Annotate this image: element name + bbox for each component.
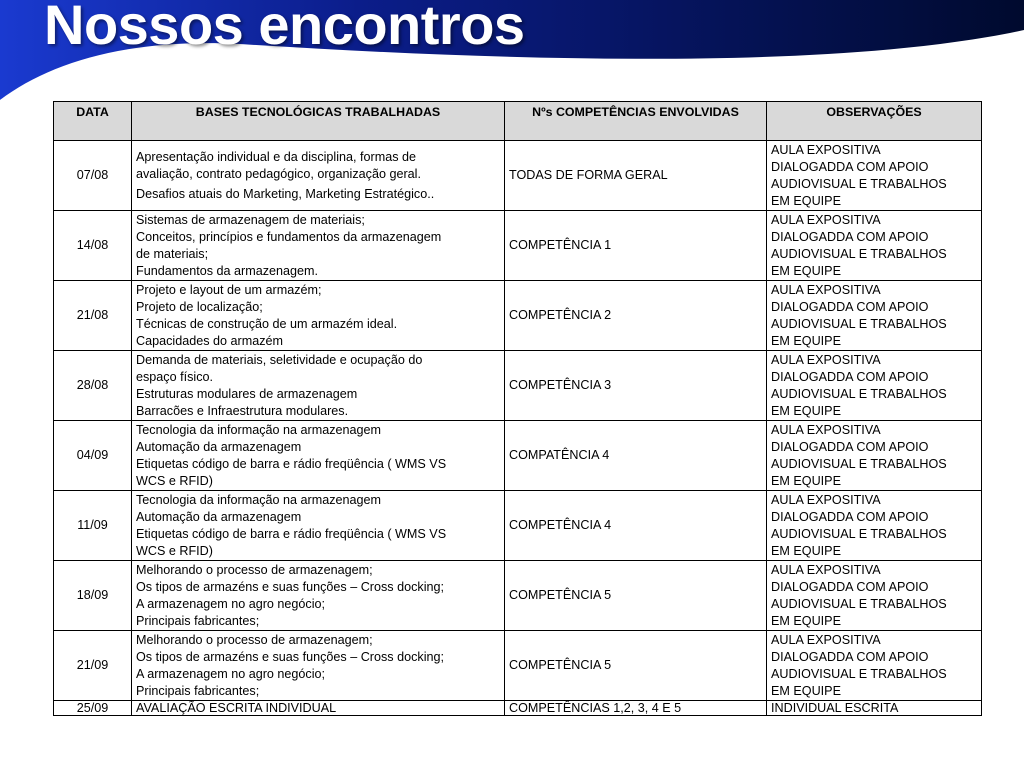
topic-line: Projeto e layout de um armazém; xyxy=(136,282,322,297)
observation-line: DIALOGADDA COM APOIO xyxy=(771,369,929,384)
topic-line: Sistemas de armazenagem de materiais; xyxy=(136,212,365,227)
date-cell: 11/09 xyxy=(54,491,132,561)
table-row xyxy=(54,351,982,421)
competence-cell: COMPETÊNCIA 3 xyxy=(505,351,767,421)
table-row xyxy=(54,281,982,351)
topic-line: Os tipos de armazéns e suas funções – Cross docking; xyxy=(136,579,444,594)
observation-line: DIALOGADDA COM APOIO xyxy=(771,299,929,314)
topics-cell xyxy=(132,211,505,281)
header-date: DATA xyxy=(54,102,132,141)
table-row xyxy=(54,421,982,491)
topic-line: WCS e RFID) xyxy=(136,543,213,558)
table-row xyxy=(54,491,982,561)
observation-line: AUDIOVISUAL E TRABALHOS xyxy=(771,526,947,541)
observation-line: AUDIOVISUAL E TRABALHOS xyxy=(771,316,947,331)
topic-line: Barracões e Infraestrutura modulares. xyxy=(136,403,349,418)
observation-line: EM EQUIPE xyxy=(771,473,841,488)
observation-line: EM EQUIPE xyxy=(771,333,841,348)
date-cell: 21/08 xyxy=(54,281,132,351)
topic-line: Tecnologia da informação na armazenagem xyxy=(136,492,382,507)
topic-line: Projeto de localização; xyxy=(136,299,263,314)
observation-line: AULA EXPOSITIVA xyxy=(771,562,881,577)
observation-cell xyxy=(767,281,982,351)
date-cell: 18/09 xyxy=(54,561,132,631)
table-row xyxy=(54,561,982,631)
date-cell: 14/08 xyxy=(54,211,132,281)
observation-line: EM EQUIPE xyxy=(771,683,841,698)
observation-line: EM EQUIPE xyxy=(771,613,841,628)
topic-line: WCS e RFID) xyxy=(136,473,213,488)
topic-line: Melhorando o processo de armazenagem; xyxy=(136,562,373,577)
observation-line: DIALOGADDA COM APOIO xyxy=(771,649,929,664)
observation-line: AULA EXPOSITIVA xyxy=(771,282,881,297)
schedule-table xyxy=(53,101,982,716)
topic-line: Desafios atuais do Marketing, Marketing Estratégico.. xyxy=(136,186,435,201)
observation-line: EM EQUIPE xyxy=(771,193,841,208)
page-title: Nossos encontros xyxy=(44,0,525,56)
competence-cell: TODAS DE FORMA GERAL xyxy=(505,141,767,211)
topic-line: Técnicas de construção de um armazém ideal. xyxy=(136,316,398,331)
table-row xyxy=(54,141,982,211)
topic-line: espaço físico. xyxy=(136,369,214,384)
observation-line: DIALOGADDA COM APOIO xyxy=(771,439,929,454)
observation-cell xyxy=(767,351,982,421)
observation-cell xyxy=(767,491,982,561)
date-cell: 25/09 xyxy=(54,701,132,716)
observation-line: AULA EXPOSITIVA xyxy=(771,422,881,437)
topic-line: A armazenagem no agro negócio; xyxy=(136,666,326,681)
topic-line: Estruturas modulares de armazenagem xyxy=(136,386,358,401)
observation-line: EM EQUIPE xyxy=(771,403,841,418)
date-cell: 28/08 xyxy=(54,351,132,421)
date-cell: 21/09 xyxy=(54,631,132,701)
date-cell: 07/08 xyxy=(54,141,132,211)
observation-line: AULA EXPOSITIVA xyxy=(771,212,881,227)
topics-cell xyxy=(132,491,505,561)
table-row xyxy=(54,631,982,701)
observation-line: AUDIOVISUAL E TRABALHOS xyxy=(771,596,947,611)
observation-cell xyxy=(767,561,982,631)
competence-cell: COMPETÊNCIA 4 xyxy=(505,491,767,561)
topic-line: Conceitos, princípios e fundamentos da armazenagem xyxy=(136,229,442,244)
observation-line: AULA EXPOSITIVA xyxy=(771,492,881,507)
table-header-row xyxy=(54,102,982,141)
competence-cell: COMPETÊNCIAS 1,2, 3, 4 E 5 xyxy=(505,701,767,716)
topic-line: Melhorando o processo de armazenagem; xyxy=(136,632,373,647)
topic-line: avaliação, contrato pedagógico, organização geral. xyxy=(136,166,421,181)
topic-line: Apresentação individual e da disciplina, formas de xyxy=(136,149,417,164)
table-row xyxy=(54,211,982,281)
topic-line: Etiquetas código de barra e rádio freqüência ( WMS VS xyxy=(136,456,447,471)
topic-line: Os tipos de armazéns e suas funções – Cross docking; xyxy=(136,649,444,664)
observation-line: EM EQUIPE xyxy=(771,543,841,558)
observation-line: AULA EXPOSITIVA xyxy=(771,352,881,367)
observation-line: AULA EXPOSITIVA xyxy=(771,142,881,157)
observation-cell xyxy=(767,211,982,281)
topic-line: Principais fabricantes; xyxy=(136,613,260,628)
topic-line: Automação da armazenagem xyxy=(136,509,302,524)
topic-line: Automação da armazenagem xyxy=(136,439,302,454)
observation-line: AUDIOVISUAL E TRABALHOS xyxy=(771,456,947,471)
topics-cell xyxy=(132,631,505,701)
competence-cell: COMPETÊNCIA 5 xyxy=(505,561,767,631)
competence-cell: COMPETÊNCIA 1 xyxy=(505,211,767,281)
topics-cell: AVALIAÇÃO ESCRITA INDIVIDUAL xyxy=(132,701,505,716)
date-cell: 04/09 xyxy=(54,421,132,491)
topic-line: Tecnologia da informação na armazenagem xyxy=(136,422,382,437)
competence-cell: COMPATÊNCIA 4 xyxy=(505,421,767,491)
competence-cell: COMPETÊNCIA 2 xyxy=(505,281,767,351)
observation-line: DIALOGADDA COM APOIO xyxy=(771,159,929,174)
topics-cell xyxy=(132,141,505,211)
observation-cell xyxy=(767,421,982,491)
observation-line: DIALOGADDA COM APOIO xyxy=(771,509,929,524)
topics-cell xyxy=(132,351,505,421)
topic-line: A armazenagem no agro negócio; xyxy=(136,596,326,611)
observation-line: AUDIOVISUAL E TRABALHOS xyxy=(771,386,947,401)
topic-line: Fundamentos da armazenagem. xyxy=(136,263,319,278)
topic-line: de materiais; xyxy=(136,246,209,261)
topics-cell xyxy=(132,421,505,491)
competence-cell: COMPETÊNCIA 5 xyxy=(505,631,767,701)
header-competencies: Nºs COMPETÊNCIAS ENVOLVIDAS xyxy=(505,102,767,141)
observation-line: AULA EXPOSITIVA xyxy=(771,632,881,647)
observation-line: AUDIOVISUAL E TRABALHOS xyxy=(771,666,947,681)
header-observations: OBSERVAÇÕES xyxy=(767,102,982,141)
observation-cell xyxy=(767,631,982,701)
topics-cell xyxy=(132,281,505,351)
header-topics: BASES TECNOLÓGICAS TRABALHADAS xyxy=(132,102,505,141)
observation-line: DIALOGADDA COM APOIO xyxy=(771,229,929,244)
final-exam-row xyxy=(54,701,982,716)
observation-cell: INDIVIDUAL ESCRITA xyxy=(767,701,982,716)
topic-line: Principais fabricantes; xyxy=(136,683,260,698)
observation-line: AUDIOVISUAL E TRABALHOS xyxy=(771,246,947,261)
topic-line: Demanda de materiais, seletividade e ocupação do xyxy=(136,352,423,367)
observation-cell xyxy=(767,141,982,211)
observation-line: EM EQUIPE xyxy=(771,263,841,278)
observation-line: DIALOGADDA COM APOIO xyxy=(771,579,929,594)
topic-line: Capacidades do armazém xyxy=(136,333,284,348)
topics-cell xyxy=(132,561,505,631)
topic-line: Etiquetas código de barra e rádio freqüência ( WMS VS xyxy=(136,526,447,541)
observation-line: AUDIOVISUAL E TRABALHOS xyxy=(771,176,947,191)
